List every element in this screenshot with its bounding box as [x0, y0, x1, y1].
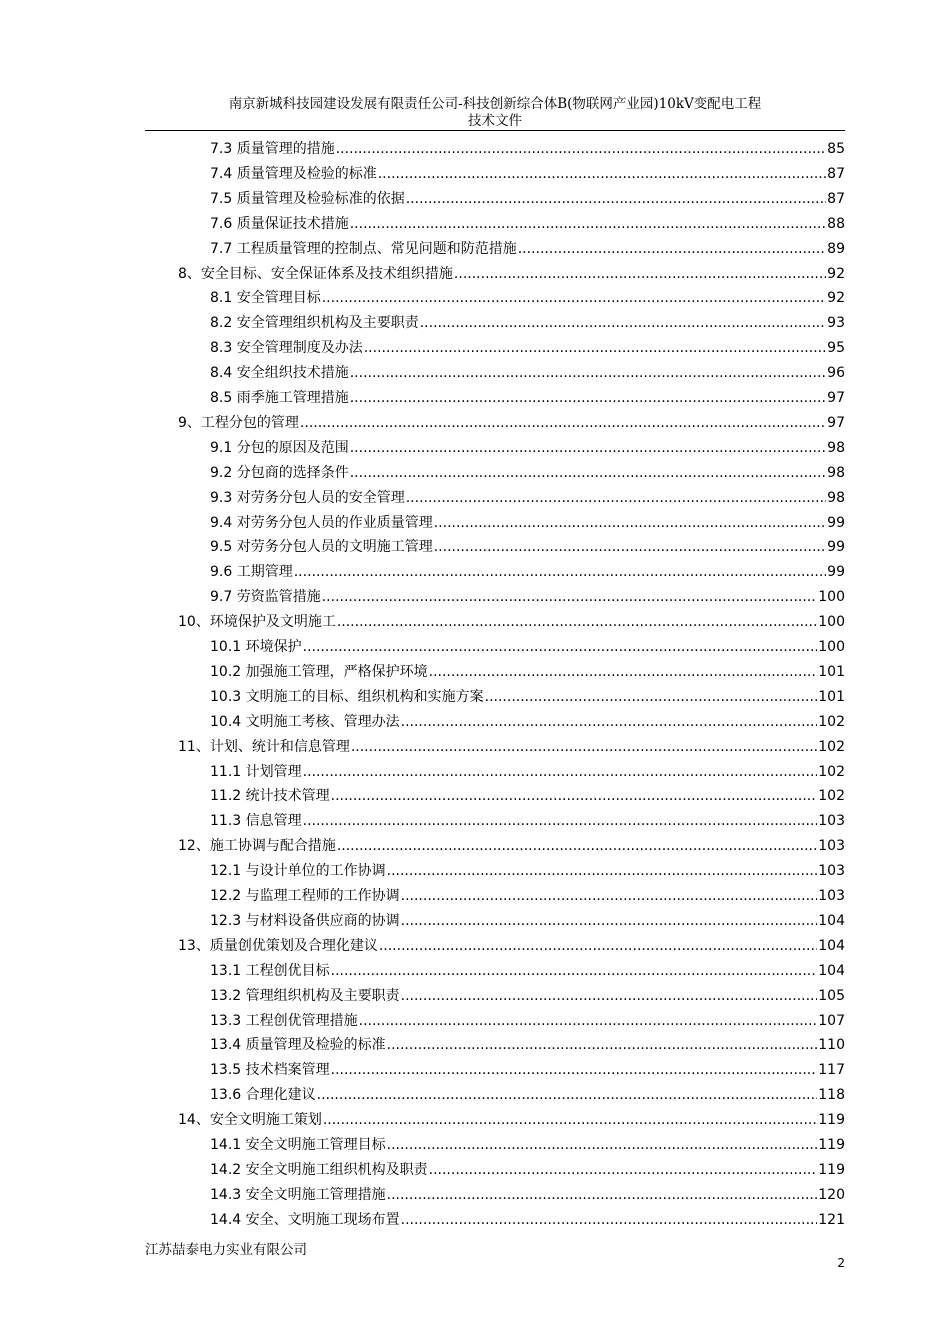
toc-entry-title: 质量管理及检验的标准 — [245, 1037, 386, 1054]
toc-entry-page: 121 — [818, 1211, 845, 1228]
toc-entry[interactable] — [210, 357, 845, 382]
toc-dot-leader — [300, 414, 826, 432]
toc-entry-page: 119 — [818, 1137, 845, 1153]
toc-entry-page: 96 — [827, 365, 845, 382]
toc-entry-title: 安全、文明施工现场布置 — [245, 1211, 400, 1228]
toc-entry-title: 计划、统计和信息管理 — [209, 738, 350, 755]
toc-entry-page: 100 — [818, 589, 845, 606]
toc-entry-title: 分包商的选择条件 — [236, 464, 349, 481]
toc-entry-page: 103 — [818, 813, 845, 830]
toc-entry-number: 14.3 — [210, 1186, 242, 1203]
toc-entry-number: 13.6 — [210, 1087, 242, 1104]
toc-entry-number: 11.1 — [210, 763, 242, 780]
toc-entry-number: 8.2 — [210, 315, 233, 332]
toc-entry-page: 103 — [818, 863, 845, 880]
toc-entry-page: 99 — [827, 514, 845, 531]
page-header — [145, 96, 845, 130]
toc-dot-leader — [303, 638, 818, 656]
toc-entry[interactable] — [210, 233, 845, 258]
toc-entry-number: 13.2 — [210, 987, 242, 1004]
toc-dot-leader — [303, 812, 818, 830]
toc-dot-leader — [331, 787, 818, 805]
toc-entry-title: 环境保护及文明施工 — [209, 614, 336, 631]
toc-entry-number: 13.4 — [210, 1037, 242, 1054]
toc-entry[interactable] — [210, 681, 845, 706]
toc-entry[interactable] — [210, 307, 845, 332]
toc-entry[interactable] — [178, 830, 845, 855]
toc-dot-leader — [359, 1012, 818, 1030]
toc-entry-page: 95 — [827, 340, 845, 357]
toc-entry-number: 9.4 — [210, 514, 233, 531]
toc-entry-number: 13、 — [178, 937, 210, 954]
toc-entry-number: 13.1 — [210, 962, 242, 979]
toc-entry-title: 质量管理的措施 — [236, 141, 335, 157]
toc-entry-number: 12、 — [178, 838, 210, 855]
toc-entry-title: 信息管理 — [245, 813, 302, 830]
toc-entry-page: 98 — [827, 464, 845, 481]
toc-dot-leader — [378, 165, 826, 183]
toc-dot-leader — [387, 1136, 818, 1154]
toc-entry-title: 工程质量管理的控制点、常见问题和防范措施 — [236, 240, 517, 257]
toc-dot-leader — [350, 464, 826, 482]
toc-entry-page: 103 — [818, 838, 845, 855]
toc-entry-title: 安全组织技术措施 — [236, 365, 349, 382]
toc-entry-number: 10、 — [178, 614, 210, 631]
toc-dot-leader — [350, 364, 826, 382]
toc-dot-leader — [434, 538, 826, 556]
toc-entry-title: 对劳务分包人员的作业质量管理 — [236, 514, 433, 531]
toc-entry[interactable] — [210, 1054, 845, 1079]
toc-dot-leader — [331, 1061, 818, 1079]
toc-entry[interactable] — [178, 930, 845, 955]
toc-entry-title: 安全管理组织机构及主要职责 — [236, 315, 419, 332]
toc-entry-title: 环境保护 — [245, 639, 302, 655]
toc-entry-page: 104 — [818, 962, 845, 979]
toc-entry[interactable] — [210, 1005, 845, 1030]
toc-entry-page: 120 — [818, 1186, 845, 1203]
toc-entry-page: 87 — [827, 165, 845, 182]
toc-entry-title: 安全管理目标 — [236, 290, 321, 307]
toc-entry[interactable] — [210, 1204, 845, 1229]
header-subtitle: 技术文件 — [468, 113, 522, 129]
toc-entry-title: 雨季施工管理措施 — [236, 390, 349, 406]
toc-entry[interactable] — [210, 805, 845, 830]
toc-dot-leader — [350, 215, 826, 233]
toc-entry-page: 102 — [818, 763, 845, 780]
toc-entry-page: 110 — [818, 1037, 845, 1054]
toc-entry-title: 安全管理制度及办法 — [236, 340, 363, 357]
toc-entry-title: 工程分包的管理 — [200, 414, 299, 431]
toc-entry[interactable] — [210, 1179, 845, 1204]
toc-entry-title: 对劳务分包人员的安全管理 — [236, 489, 405, 506]
toc-entry-number: 9.6 — [210, 564, 233, 581]
toc-entry-number: 11.2 — [210, 788, 242, 805]
toc-entry[interactable] — [210, 581, 845, 606]
toc-entry[interactable] — [210, 482, 845, 507]
toc-entry[interactable] — [210, 158, 845, 183]
toc-entry-title: 文明施工考核、管理办法 — [245, 713, 400, 730]
toc-entry-page: 88 — [827, 215, 845, 232]
header-divider — [145, 130, 845, 131]
toc-entry-number: 10.2 — [210, 663, 242, 680]
toc-entry-number: 7.4 — [210, 165, 233, 182]
toc-dot-leader — [337, 613, 817, 631]
toc-dot-leader — [336, 140, 826, 158]
toc-entry-page: 98 — [827, 439, 845, 456]
toc-dot-leader — [420, 314, 826, 332]
toc-entry-number: 7.5 — [210, 190, 233, 207]
header-title: 南京新城科技园建设发展有限责任公司-科技创新综合体B(物联网产业园)10kV变配电工程 — [228, 96, 762, 112]
toc-entry-page: 87 — [827, 190, 845, 207]
toc-entry[interactable] — [210, 457, 845, 482]
toc-entry-number: 11、 — [178, 738, 210, 755]
toc-entry-number: 12.1 — [210, 863, 242, 880]
toc-entry-number: 12.2 — [210, 888, 242, 904]
toc-entry-title: 质量创优策划及合理化建议 — [209, 937, 378, 954]
toc-entry-title: 施工协调与配合措施 — [209, 838, 336, 855]
toc-dot-leader — [350, 389, 826, 407]
toc-entry-page: 102 — [818, 713, 845, 730]
toc-entry-number: 14.1 — [210, 1137, 242, 1153]
toc-entry[interactable] — [210, 1129, 845, 1154]
toc-entry-title: 文明施工的目标、组织机构和实施方案 — [245, 688, 484, 705]
toc-entry-page: 100 — [818, 639, 845, 655]
toc-dot-leader — [401, 887, 818, 905]
toc-dot-leader — [387, 1036, 818, 1054]
toc-entry-title: 合理化建议 — [245, 1087, 316, 1104]
toc-entry-page: 118 — [818, 1087, 845, 1104]
toc-entry-page: 97 — [827, 390, 845, 406]
toc-entry[interactable] — [210, 855, 845, 880]
toc-entry-page: 119 — [818, 1112, 845, 1129]
toc-entry[interactable] — [210, 432, 845, 457]
toc-entry-title: 与设计单位的工作协调 — [245, 863, 386, 880]
toc-entry-title: 与材料设备供应商的协调 — [245, 912, 400, 929]
toc-dot-leader — [317, 1086, 818, 1104]
toc-entry-page: 89 — [827, 240, 845, 257]
toc-entry[interactable] — [210, 382, 845, 407]
page-number: 2 — [837, 1256, 845, 1270]
toc-entry-title: 安全文明施工管理措施 — [245, 1186, 386, 1203]
toc-entry-page: 92 — [827, 290, 845, 307]
toc-entry[interactable] — [178, 731, 845, 756]
toc-entry-number: 10.3 — [210, 688, 242, 705]
toc-entry-number: 9.5 — [210, 539, 233, 556]
toc-entry-page: 101 — [818, 663, 845, 680]
toc-dot-leader — [485, 688, 818, 706]
toc-entry-title: 工程创优目标 — [245, 962, 330, 979]
toc-entry-number: 8.3 — [210, 340, 233, 357]
toc-dot-leader — [518, 240, 826, 258]
toc-dot-leader — [434, 514, 826, 532]
toc-dot-leader — [294, 563, 826, 581]
toc-entry-number: 14、 — [178, 1112, 210, 1129]
toc-entry-number: 11.3 — [210, 813, 242, 830]
toc-entry-title: 质量管理及检验的标准 — [236, 165, 377, 182]
toc-entry[interactable] — [210, 905, 845, 930]
toc-entry-title: 加强施工管理，严格保护环境 — [245, 663, 428, 680]
toc-entry-page: 119 — [818, 1161, 845, 1178]
footer-company: 江苏喆泰电力实业有限公司 — [145, 1242, 307, 1258]
toc-entry-title: 劳资监管措施 — [236, 589, 321, 606]
toc-dot-leader — [401, 1211, 818, 1229]
toc-dot-leader — [364, 339, 826, 357]
toc-dot-leader — [387, 862, 818, 880]
toc-dot-leader — [322, 588, 818, 606]
toc-dot-leader — [454, 265, 826, 283]
toc-entry[interactable] — [210, 507, 845, 532]
toc-entry[interactable] — [178, 606, 845, 631]
toc-entry-number: 14.4 — [210, 1211, 242, 1228]
toc-entry-title: 技术档案管理 — [245, 1062, 330, 1079]
toc-entry-number: 7.7 — [210, 240, 233, 257]
toc-entry-title: 管理组织机构及主要职责 — [245, 987, 400, 1004]
toc-dot-leader — [331, 962, 818, 980]
toc-entry[interactable] — [210, 756, 845, 781]
toc-dot-leader — [401, 713, 818, 731]
toc-entry-number: 13.3 — [210, 1012, 242, 1029]
toc-dot-leader — [401, 987, 818, 1005]
toc-dot-leader — [387, 1186, 818, 1204]
toc-entry-number: 9.2 — [210, 464, 233, 481]
toc-entry-number: 8、 — [178, 265, 201, 282]
toc-entry-page: 107 — [818, 1012, 845, 1029]
toc-entry-page: 100 — [818, 614, 845, 631]
toc-entry-title: 对劳务分包人员的文明施工管理 — [236, 539, 433, 556]
toc-dot-leader — [406, 489, 826, 507]
toc-dot-leader — [337, 837, 817, 855]
toc-entry-number: 8.4 — [210, 365, 233, 382]
toc-entry-number: 9.3 — [210, 489, 233, 506]
toc-entry-page: 92 — [827, 265, 845, 282]
toc-entry-page: 98 — [827, 489, 845, 506]
toc-entry[interactable] — [178, 407, 845, 432]
toc-entry[interactable] — [210, 880, 845, 905]
toc-dot-leader — [406, 190, 826, 208]
toc-entry[interactable] — [210, 1029, 845, 1054]
toc-entry-page: 99 — [827, 564, 845, 581]
toc-dot-leader — [401, 912, 818, 930]
toc-entry[interactable] — [210, 531, 845, 556]
toc-entry[interactable] — [210, 631, 845, 656]
toc-dot-leader — [350, 439, 826, 457]
toc-entry-title: 安全目标、安全保证体系及技术组织措施 — [200, 265, 453, 282]
toc-entry-number: 10.1 — [210, 639, 242, 655]
toc-entry-page: 99 — [827, 539, 845, 556]
toc-entry-number: 14.2 — [210, 1161, 242, 1178]
toc-dot-leader — [323, 1111, 817, 1129]
toc-entry-title: 质量管理及检验标准的依据 — [236, 190, 405, 207]
toc-entry[interactable] — [210, 955, 845, 980]
toc-entry-page: 102 — [818, 738, 845, 755]
toc-entry-page: 101 — [818, 688, 845, 705]
toc-entry-number: 9、 — [178, 414, 201, 431]
toc-entry[interactable] — [210, 282, 845, 307]
toc-entry[interactable] — [210, 1154, 845, 1179]
toc-dot-leader — [379, 937, 817, 955]
toc-entry-number: 8.1 — [210, 290, 233, 307]
toc-entry-title: 计划管理 — [245, 763, 302, 780]
toc-entry-number: 13.5 — [210, 1062, 242, 1079]
toc-entry-page: 93 — [827, 315, 845, 332]
toc-entry[interactable] — [210, 183, 845, 208]
toc-entry-page: 104 — [818, 912, 845, 929]
toc-entry-title: 工期管理 — [236, 564, 293, 581]
toc-entry-number: 8.5 — [210, 390, 233, 406]
toc-dot-leader — [429, 1161, 818, 1179]
toc-entry-title: 安全文明施工组织机构及职责 — [245, 1161, 428, 1178]
toc-entry-page: 103 — [818, 888, 845, 904]
toc-entry-number: 9.1 — [210, 439, 233, 456]
toc-entry[interactable] — [210, 780, 845, 805]
toc-entry[interactable] — [210, 208, 845, 233]
toc-entry-page: 102 — [818, 788, 845, 805]
toc-entry[interactable] — [210, 332, 845, 357]
toc-dot-leader — [322, 289, 826, 307]
toc-entry-number: 7.3 — [210, 141, 233, 157]
toc-dot-leader — [303, 763, 818, 781]
toc-entry-number: 12.3 — [210, 912, 242, 929]
toc-entry[interactable] — [210, 656, 845, 681]
toc-entry[interactable] — [210, 133, 845, 158]
toc-entry[interactable] — [178, 1104, 845, 1129]
toc-entry-page: 104 — [818, 937, 845, 954]
toc-dot-leader — [351, 738, 817, 756]
toc-entry-page: 85 — [827, 141, 845, 157]
toc-entry-page: 97 — [827, 414, 845, 431]
toc-entry-page: 117 — [818, 1062, 845, 1079]
toc-entry[interactable] — [178, 258, 845, 283]
toc-dot-leader — [429, 663, 818, 681]
toc-entry-number: 9.7 — [210, 589, 233, 606]
toc-entry-title: 工程创优管理措施 — [245, 1012, 358, 1029]
toc-entry[interactable] — [210, 980, 845, 1005]
toc-entry-number: 7.6 — [210, 215, 233, 232]
toc-entry-title: 与监理工程师的工作协调 — [245, 888, 400, 904]
toc-entry-title: 分包的原因及范围 — [236, 439, 349, 456]
toc-entry-page: 105 — [818, 987, 845, 1004]
toc-entry-number: 10.4 — [210, 713, 242, 730]
toc-entry[interactable] — [210, 706, 845, 731]
toc-entry-title: 安全文明施工策划 — [209, 1112, 322, 1129]
toc-entry[interactable] — [210, 1079, 845, 1104]
toc-entry[interactable] — [210, 556, 845, 581]
toc-entry-title: 质量保证技术措施 — [236, 215, 349, 232]
toc-entry-title: 安全文明施工管理目标 — [245, 1137, 386, 1153]
toc-entry-title: 统计技术管理 — [245, 788, 330, 805]
